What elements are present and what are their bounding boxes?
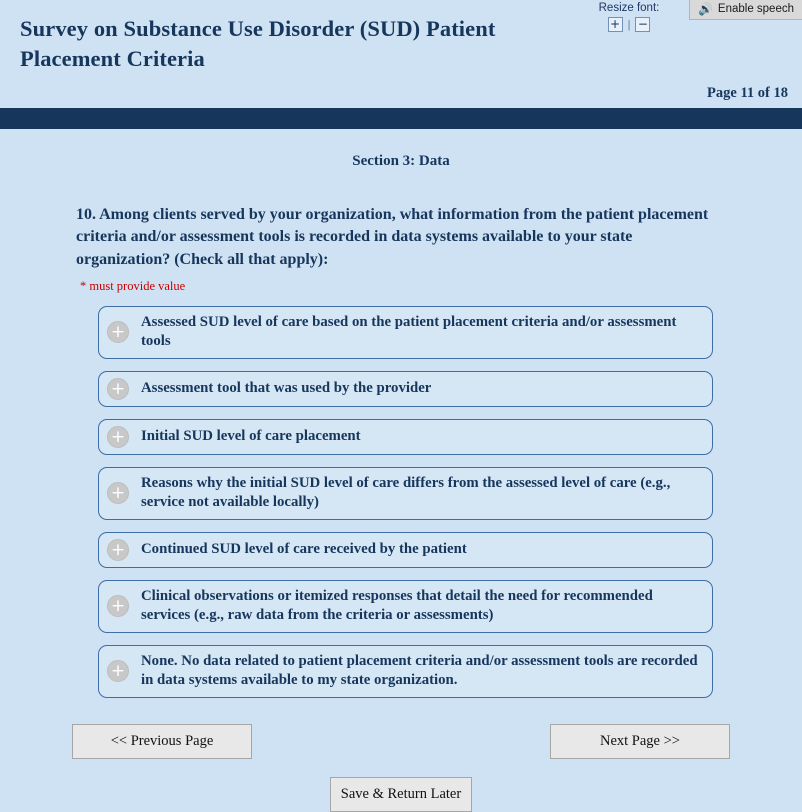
question-text: 10. Among clients served by your organization, what information from the patient placement criteria and/or assessment tools is recorded in data systems available to your state organization? (Check all that apply):	[76, 205, 709, 269]
decrease-font-icon[interactable]: −	[635, 17, 650, 32]
previous-page-button[interactable]: << Previous Page	[72, 724, 252, 759]
survey-content	[0, 129, 802, 812]
plus-icon[interactable]: +	[107, 595, 129, 617]
page-title: Survey on Substance Use Disorder (SUD) Patient Placement Criteria	[20, 16, 496, 71]
question-block	[76, 204, 728, 698]
choice-label: Continued SUD level of care received by the patient	[141, 541, 467, 558]
list-item[interactable]	[98, 580, 713, 633]
plus-icon[interactable]: +	[107, 378, 129, 400]
choice-label: Initial SUD level of care placement	[141, 428, 361, 445]
save-button-row	[14, 777, 788, 812]
plus-icon[interactable]: +	[107, 539, 129, 561]
choice-label: Assessed SUD level of care based on the patient placement criteria and/or assessment tools	[141, 313, 677, 350]
choice-label: Reasons why the initial SUD level of care differs from the assessed level of care (e.g., service not available locally)	[141, 474, 671, 511]
list-item[interactable]	[98, 467, 713, 520]
pagination-buttons	[72, 724, 730, 759]
plus-icon[interactable]: +	[107, 426, 129, 448]
next-page-button[interactable]: Next Page >>	[550, 724, 730, 759]
plus-icon[interactable]: +	[107, 321, 129, 343]
resize-separator: |	[627, 18, 631, 31]
enable-speech-button[interactable]	[689, 0, 802, 20]
choice-label: Clinical observations or itemized responses that detail the need for recommended services (e.g., raw data from the criteria or assessments)	[141, 587, 653, 624]
list-item[interactable]	[98, 306, 713, 359]
enable-speech-label: Enable speech	[717, 3, 794, 15]
list-item[interactable]	[98, 645, 713, 698]
page-counter: Page 11 of 18	[707, 85, 788, 101]
section-title: Section 3: Data	[352, 152, 450, 169]
required-note: * must provide value	[80, 278, 186, 293]
plus-icon[interactable]: +	[107, 482, 129, 504]
survey-header	[0, 0, 802, 108]
speaker-icon: 🔊	[697, 2, 713, 16]
list-item[interactable]	[98, 419, 713, 455]
navigation-bar	[0, 108, 802, 129]
list-item[interactable]	[98, 532, 713, 568]
list-item[interactable]	[98, 371, 713, 407]
resize-font-label: Resize font:	[598, 2, 660, 14]
choice-label: None. No data related to patient placement criteria and/or assessment tools are recorded in data systems available to my state organization.	[141, 652, 698, 689]
resize-font-control	[574, 2, 684, 32]
choice-list	[98, 306, 713, 698]
plus-icon[interactable]: +	[107, 660, 129, 682]
increase-font-icon[interactable]: +	[608, 17, 623, 32]
choice-label: Assessment tool that was used by the provider	[141, 380, 432, 397]
save-and-return-later-button[interactable]: Save & Return Later	[330, 777, 472, 812]
